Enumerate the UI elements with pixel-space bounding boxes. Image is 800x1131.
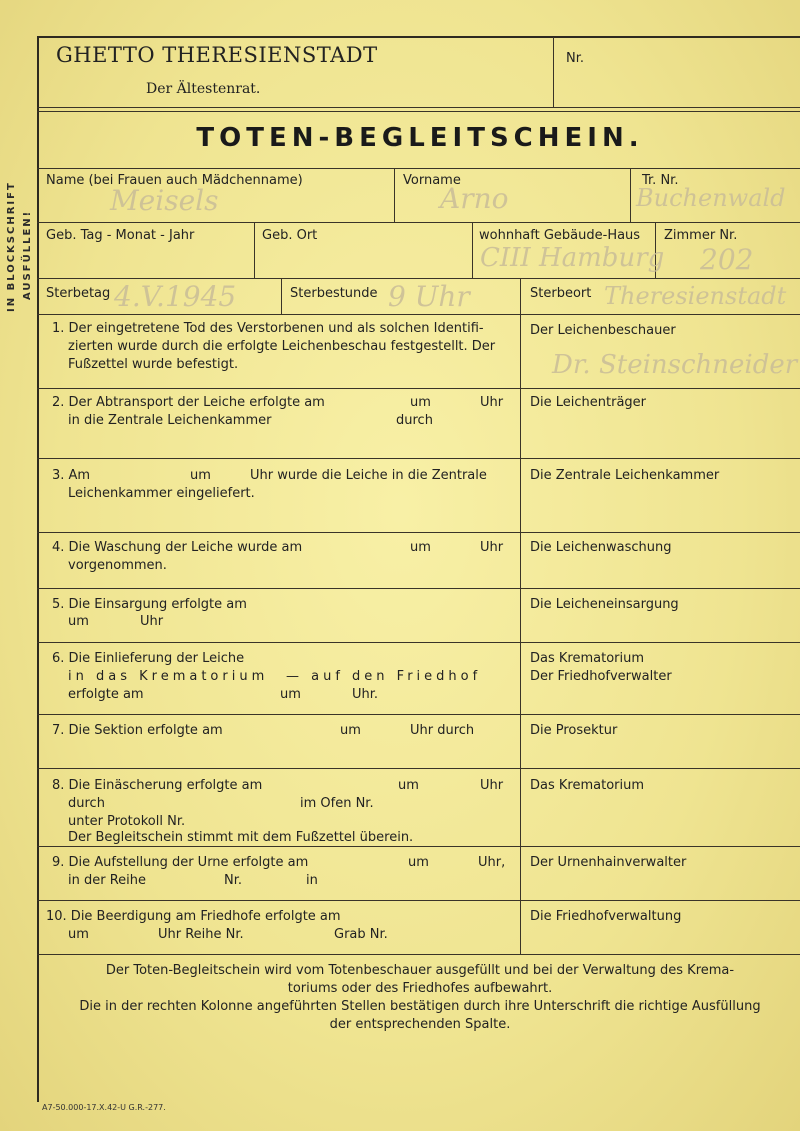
footer-p2: Die in der rechten Kolonne angeführten Stellen bestätigen durch ihre Unterschrift die richtige Ausfüllung [79,999,761,1014]
row5-line1: 5. Die Einsargung erfolgte am [52,597,247,612]
handwritten-trnr: Buchenwald [636,184,786,212]
row9-nr: Nr. [224,873,243,888]
row8-uhr: Uhr [480,778,504,793]
row10-line1: 10. Die Beerdigung am Friedhofe erfolgte am [46,909,341,924]
row3-um: um [190,468,211,483]
row10-responsible: Die Friedhofverwaltung [530,909,682,924]
gebort-label: Geb. Ort [262,228,318,243]
grid-line [472,222,473,278]
handwritten-sterbestunde: 9 Uhr [388,280,470,313]
vorname-label: Vorname [403,173,461,188]
row7-line1: 7. Die Sektion erfolgte am [52,723,223,738]
table-row-line [37,458,800,459]
handwritten-leichenbeschauer: Dr. Steinschneider [552,350,798,380]
side-instruction [4,160,40,320]
grid-line [281,278,282,314]
row4-responsible: Die Leichenwaschung [530,540,672,555]
header-dept: Der Ältestenrat. [146,81,261,97]
row6-uhr: Uhr. [352,687,379,702]
sterbeort-label: Sterbeort [530,286,592,301]
row2-uhr: Uhr [480,395,504,410]
table-row-line [37,588,800,589]
grid-line [37,168,800,169]
row4-uhr: Uhr [480,540,504,555]
table-row-line [37,388,800,389]
table-column-divider [520,314,521,954]
grid-line [630,168,631,222]
handwritten-vorname: Arno [440,182,509,215]
grid-line [520,278,521,314]
row2-line2: in die Zentrale Leichenkammer [68,413,272,428]
grid-line [254,222,255,278]
row5-line2: um [68,614,89,629]
row6-responsible-2: Der Friedhofverwalter [530,669,672,684]
side-instruction-line2: AUSFÜLLEN! [22,209,33,300]
row9-uhr: Uhr, [478,855,506,870]
row8-ofen: im Ofen Nr. [300,796,374,811]
row3-line1: 3. Am [52,468,91,483]
handwritten-name: Meisels [110,184,219,217]
handwritten-wohnhaft: CIII Hamburg [480,243,665,273]
row6-responsible: Das Krematorium [530,651,645,666]
row9-line2: in der Reihe [68,873,147,888]
grid-line [37,278,800,279]
grid-line [37,222,800,223]
row10-line2: um [68,927,89,942]
row7-uhr-durch: Uhr durch [410,723,475,738]
row2-durch: durch [396,413,433,428]
gebtag-label: Geb. Tag - Monat - Jahr [46,228,195,243]
row1-responsible: Der Leichenbeschauer [530,323,676,338]
grid-line [394,168,395,222]
handwritten-sterbeort: Theresienstadt [604,282,787,310]
header-nr-label: Nr. [566,51,585,66]
row5-responsible: Die Leicheneinsargung [530,597,679,612]
row10-uhr-reihe: Uhr Reihe Nr. [158,927,244,942]
header-bottom-line-2 [37,111,800,112]
name-label: Name (bei Frauen auch Mädchenname) [46,173,303,188]
footer-p1: Der Toten-Begleitschein wird vom Totenbeschauer ausgefüllt und bei der Verwaltung des Krema- [105,963,735,978]
row3-uhr-text: Uhr wurde die Leiche in die Zentrale [250,468,487,483]
trnr-label: Tr. Nr. [642,173,679,188]
row4-um: um [410,540,431,555]
table-row-line [37,954,800,955]
row9-responsible: Der Urnenhainverwalter [530,855,687,870]
row7-um: um [340,723,361,738]
wohnhaft-label: wohnhaft Gebäude-Haus [479,228,641,243]
row8-line2: durch [68,796,105,811]
footer-p2b: der entsprechenden Spalte. [329,1017,511,1032]
row8-um: um [398,778,419,793]
footer-notes [50,962,790,1034]
row6-line1: 6. Die Einlieferung der Leiche [52,651,245,666]
row7-responsible: Die Prosektur [530,723,618,738]
row3-line2: Leichenkammer eingeliefert. [68,486,255,501]
row9-um: um [408,855,429,870]
row2-line1: 2. Der Abtransport der Leiche erfolgte am [52,395,325,410]
document-title: TOTEN-BEGLEITSCHEIN. [196,123,644,153]
table-row-line [37,714,800,715]
header-org: GHETTO THERESIENSTADT [56,43,378,67]
row2-um: um [410,395,431,410]
row2-responsible: Die Leichenträger [530,395,647,410]
table-row-line [37,900,800,901]
sterbetag-label: Sterbetag [46,286,111,301]
row6-line3: erfolgte am [68,687,144,702]
row8-line1: 8. Die Einäscherung erfolgte am [52,778,263,793]
header-bottom-line [37,107,800,108]
sterbestunde-label: Sterbestunde [290,286,378,301]
row9-in: in [306,873,318,888]
row4-line2: vorgenommen. [68,558,167,573]
print-code: A7-50.000-17.X.42-U G.R.-277. [42,1103,166,1112]
row4-line1: 4. Die Waschung der Leiche wurde am [52,540,303,555]
row1-line3: Fußzettel wurde befestigt. [68,357,239,372]
row3-responsible: Die Zentrale Leichenkammer [530,468,720,483]
footer-p1b: toriums oder des Friedhofes aufbewahrt. [287,981,553,996]
row6-um: um [280,687,301,702]
grid-line [37,314,800,315]
row9-line1: 9. Die Aufstellung der Urne erfolgte am [52,855,309,870]
handwritten-zimmer: 202 [700,243,754,276]
row10-grab: Grab Nr. [334,927,388,942]
row6-line2: in das Krematorium [68,669,269,684]
side-instruction-line1: IN BLOCKSCHRIFT [6,181,17,312]
zimmer-label: Zimmer Nr. [664,228,738,243]
table-row-line [37,532,800,533]
row8-responsible: Das Krematorium [530,778,645,793]
row1-line1: 1. Der eingetretene Tod des Verstorbenen und als solchen Identifi- [52,321,484,336]
header-divider [553,37,554,107]
row1-line2: zierten wurde durch die erfolgte Leichenbeschau festgestellt. Der [68,339,496,354]
handwritten-sterbetag: 4.V.1945 [114,280,237,313]
table-row-line [37,768,800,769]
row6-friedhof: — auf den Friedhof [286,669,482,684]
row8-line4: Der Begleitschein stimmt mit dem Fußzettel überein. [68,830,414,845]
row8-line3: unter Protokoll Nr. [68,814,186,829]
table-row-line [37,642,800,643]
row5-uhr: Uhr [140,614,164,629]
